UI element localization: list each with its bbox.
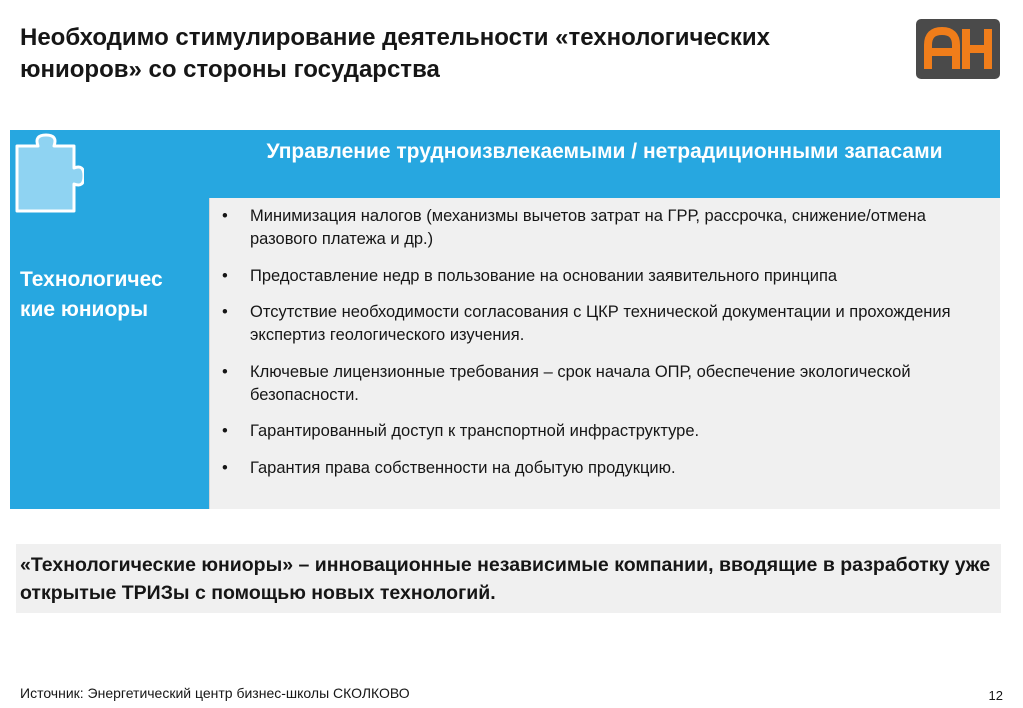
table-header: Управление трудноизвлекаемыми / нетрадиционными запасами: [209, 130, 1000, 198]
left-panel: [10, 130, 209, 509]
list-item-text: Ключевые лицензионные требования – срок начала ОПР, обеспечение экологической безопасности.: [250, 362, 911, 404]
bullet-marker: •: [222, 422, 228, 440]
puzzle-icon: [14, 132, 84, 214]
page-number: 12: [988, 688, 1003, 703]
definition-note: «Технологические юниоры» – инновационные независимые компании, вводящие в разработку уже открытые ТРИЗы с помощью новых технологий.: [16, 544, 1001, 613]
list-item-text: Предоставление недр в пользование на основании заявительного принципа: [250, 266, 838, 285]
slide-title: Необходимо стимулирование деятельности «технологических юниоров» со стороны государства: [20, 24, 770, 83]
list-item-text: Гарантия права собственности на добытую продукцию.: [250, 458, 676, 477]
list-item: [210, 457, 980, 480]
bullet-marker: •: [222, 207, 228, 225]
left-panel-label: Технологичес кие юниоры: [20, 268, 163, 321]
company-logo: [916, 19, 1000, 79]
bullet-marker: •: [222, 458, 228, 477]
list-item: [210, 420, 980, 443]
bullet-marker: •: [222, 303, 228, 321]
bullet-marker: •: [222, 266, 228, 285]
source-caption: Источник: Энергетический центр бизнес-школы СКОЛКОВО: [20, 685, 410, 701]
bullet-list-panel: [209, 198, 1000, 509]
bullet-marker: •: [222, 362, 228, 381]
list-item-text: Отсутствие необходимости согласования с ЦКР технической документации и прохождения экспертиз геологического изучения.: [250, 303, 951, 344]
list-item: [210, 265, 980, 288]
list-item-text: Гарантированный доступ к транспортной инфраструктуре.: [250, 422, 700, 440]
list-item: [210, 361, 980, 407]
bullet-list: [210, 198, 1000, 480]
list-item: [210, 301, 980, 347]
list-item: [210, 205, 980, 251]
list-item-text: Минимизация налогов (механизмы вычетов затрат на ГРР, рассрочка, снижение/отмена разового платежа и др.): [250, 207, 926, 248]
